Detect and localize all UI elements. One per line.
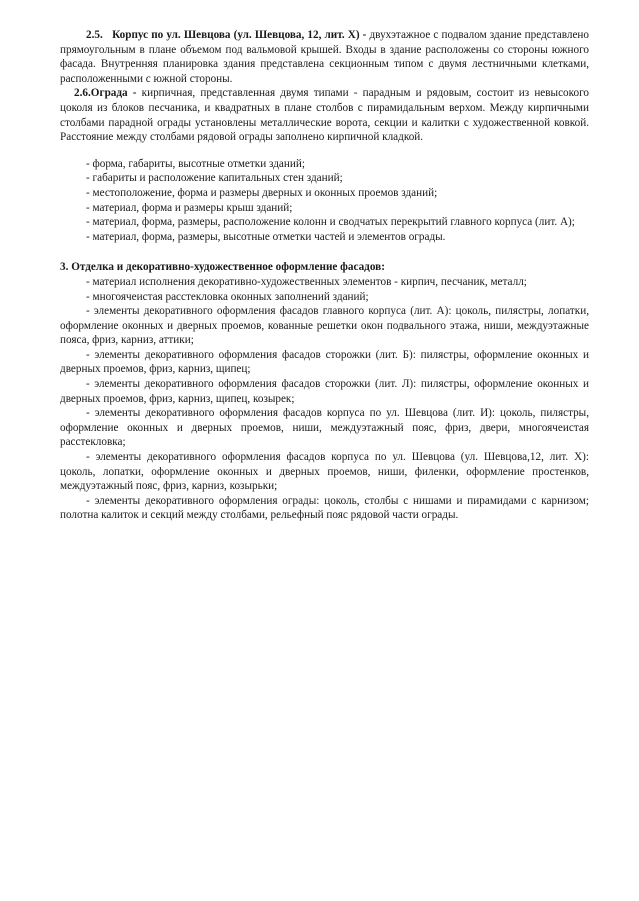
list-section-3 — [60, 275, 589, 523]
paragraph-2-5 — [60, 28, 589, 86]
section-2-5-label: 2.5. — [86, 29, 103, 41]
paragraph-2-6 — [60, 86, 589, 144]
list-item: - материал исполнения декоративно-художественных элементов - кирпич, песчаник, металл; — [86, 275, 527, 288]
list-item: - элементы декоративного оформления ограды: цоколь, столбы с нишами и пирамидами с карнизом; полотна калиток и секций между столбами, рельефный пояс рядовой части ограды. — [60, 494, 589, 522]
list-item: - элементы декоративного оформления фасадов главного корпуса (лит. А): цоколь, пилястры, лопатки, оформление оконных и дверных проемов, кованные решетки окон подвального этажа, ниши, междуэтажные пояса, фриз, карниз, аттики; — [60, 305, 589, 347]
list-item: - материал, форма, размеры, расположение колонн и сводчатых перекрытий главного корпуса (лит. А); — [86, 216, 575, 229]
section-2-6-text: кирпичная, представленная двумя типами - парадным и рядовым, состоит из невысокого цоколя из блоков песчаника, и квадратных в плане столбов с пирамидальным верхом. Между кирпичными столбами парадной ограды установлены металлические ворота, секции и калитки с художественной ковкой. Расстояние между столбами рядовой ограды заполнено кирпичной кладкой. — [60, 87, 589, 144]
list-item: - форма, габариты, высотные отметки зданий; — [86, 157, 305, 170]
list-item: - многоячеистая расстекловка оконных заполнений зданий; — [86, 290, 369, 303]
list-item: - материал, форма и размеры крыш зданий; — [86, 201, 293, 214]
list-item: - материал, форма, размеры, высотные отметки частей и элементов ограды. — [86, 230, 446, 243]
list-item: - элементы декоративного оформления фасадов сторожки (лит. Л): пилястры, оформление оконных и дверных проемов, фриз, карниз, щипец, козырек; — [60, 378, 589, 405]
list-item: - элементы декоративного оформления фасадов корпуса по ул. Шевцова (ул. Шевцова,12, лит. Х): цоколь, лопатки, оформление оконных и дверных проемов, ниши, филенки, оформление простенков, междуэтажный пояс, фриз, карниз, козырьки; — [60, 451, 589, 493]
list-item: - элементы декоративного оформления фасадов корпуса по ул. Шевцова (лит. И): цоколь, пилястры, оформление оконных и дверных проемов, ниши, междуэтажный пояс, фриз, двери, многоячеистая расстекловка; — [60, 407, 589, 449]
section-3-heading: 3. Отделка и декоративно-художественное оформление фасадов: — [60, 261, 385, 274]
list-item: - местоположение, форма и размеры дверных и оконных проемов зданий; — [86, 186, 438, 199]
list-1 — [60, 157, 589, 245]
section-2-5-text: двухэтажное с подвалом здание представлено прямоугольным в плане объемом под вальмовой крышей. Входы в здание расположены со стороны южного фасада. Внутренняя планировка здания представлена секционным типом с двумя лестничными клетками, расположенными с южной стороны. — [60, 29, 589, 85]
document-page — [60, 28, 589, 523]
list-item: - элементы декоративного оформления фасадов сторожки (лит. Б): пилястры, оформление оконных и дверных проемов, фриз, карниз, щипец; — [60, 348, 589, 376]
list-item: - габариты и расположение капитальных стен зданий; — [86, 172, 343, 185]
section-2-6-label: 2.6.Ограда - — [74, 87, 137, 100]
section-2-5-title: Корпус по ул. Шевцова (ул. Шевцова, 12, лит. Х) - — [112, 29, 367, 41]
